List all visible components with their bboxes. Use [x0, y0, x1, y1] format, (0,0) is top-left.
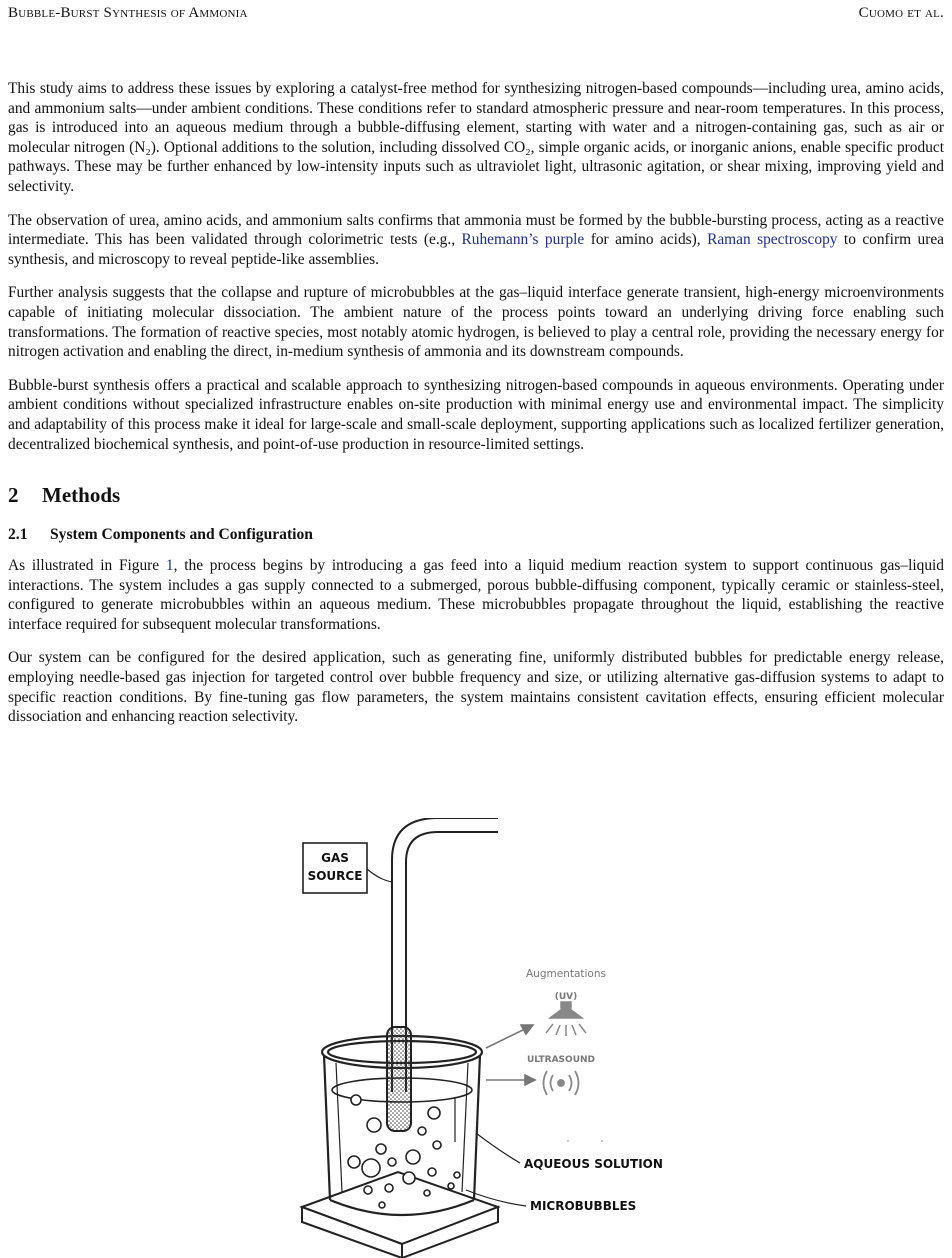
bubble	[418, 1127, 426, 1135]
bubble	[428, 1168, 436, 1176]
paragraph-configuration: Our system can be configured for the desired application, such as generating fine, uniformly distributed bubbles for predictable energy release, employing needle-based gas injection for targeted control over bubble frequency and size, or utilizing alternative gas-diffusion systems to adapt to specific reaction conditions. By fine-tuning gas flow parameters, the system maintains consistent cavitation effects, ensuring efficient molecular dissociation and enhancing reaction selectivity.	[8, 649, 944, 726]
bubble	[348, 1156, 360, 1168]
microbubbles-label: MICROBUBBLES	[530, 1199, 637, 1213]
header-title: Bubble-Burst Synthesis of Ammonia	[8, 4, 248, 21]
paragraph-text: The observation of urea, amino acids, and ammonium salts confirms that ammonia must be formed by the bubble-bursting process, acting as a reactive intermediate. This has been validated through colorimetric tests (e.g.,	[8, 211, 944, 249]
figure-1-link[interactable]: 1	[165, 557, 174, 575]
paragraph-intro: This study aims to address these issues by exploring a catalyst-free method for synthesizing nitrogen-based compounds—including urea, amino acids, and ammonium salts—under ambient conditions. These conditions refer to standard atmospheric pressure and near-room temperatures. In this process, gas is introduced into an aqueous medium through a bubble-diffusing element, starting with water and a nitrogen-containing gas, such as air or molecular nitrogen (N₂). Optional additions to the solution, including dissolved CO₂, simple organic acids, or inorganic anions, enable specific product pathways. These may be further enhanced by low-intensity inputs such as ultraviolet light, ultrasonic agitation, or shear mixing, improving yield and selectivity.	[8, 80, 944, 195]
gas-source-label-2: SOURCE	[307, 869, 363, 883]
bubble	[367, 1118, 381, 1132]
bubble	[406, 1150, 420, 1164]
paragraph-applications: Bubble-burst synthesis offers a practical and scalable approach to synthesizing nitrogen-based compounds in aqueous environments. Operating under ambient conditions without specialized infrastructure enables on-site production with minimal energy use and environmental impact. The simplicity and adaptability of this process make it ideal for large-scale and small-scale deployment, supporting applications such as localized fertilizer generation, decentralized biochemical synthesis, and point-of-use production in resource-limited settings.	[8, 376, 944, 453]
aqueous-leader	[476, 1133, 520, 1163]
ruhemann-link[interactable]: Ruhemann’s purple	[461, 231, 585, 249]
main-content	[8, 79, 944, 741]
paragraph-analysis: Further analysis suggests that the collapse and rupture of microbubbles at the gas–liquid interface generate transient, high-energy microenvironments capable of initiating molecular dissociation. The ambient nature of the process points toward an underlying driving force enabling such transformations. The formation of reactive species, most notably atomic hydrogen, is believed to play a central role, providing the necessary energy for nitrogen activation and enabling the direct, in-medium synthesis of ammonia and its downstream compounds.	[8, 284, 944, 361]
bubble	[448, 1183, 454, 1189]
paragraph-text: , the process begins by introducing a gas feed into a liquid medium reaction system to support continuous gas–liquid interactions. The system includes a gas supply connected to a submerged, porous bubble-diffusing component, typically ceramic or stainless-steel, configured to generate microbubbles within an aqueous medium. These microbubbles propagate throughout the liquid, establishing the reactive interface required for subsequent molecular transformations.	[8, 557, 944, 633]
bubble	[454, 1172, 460, 1178]
bubble	[376, 1144, 386, 1154]
paragraph-text: for amino acids),	[584, 231, 708, 249]
subsection-title: System Components and Configuration	[50, 526, 313, 544]
section-number: 2	[8, 483, 19, 508]
gas-source-label-1: GAS	[321, 851, 349, 865]
bubble	[362, 1159, 380, 1177]
augmentations-label: Augmentations	[526, 968, 606, 980]
bubble	[428, 1107, 440, 1119]
uv-label: (UV)	[554, 992, 578, 1002]
bubble	[424, 1190, 430, 1196]
bubble	[433, 1141, 441, 1149]
section-heading-methods	[8, 478, 944, 512]
subsection-number: 2.1	[8, 526, 28, 544]
porous-diffuser	[387, 1027, 411, 1131]
bubble	[351, 1095, 361, 1105]
aqueous-solution-label: AQUEOUS SOLUTION	[524, 1157, 663, 1171]
bubble	[379, 1202, 385, 1208]
bubble	[364, 1186, 372, 1194]
paragraph-text: As illustrated in Figure	[8, 557, 166, 575]
bubble	[385, 1184, 393, 1192]
stray-dot	[601, 1140, 603, 1142]
header-authors: Cuomo et al.	[858, 4, 944, 21]
bubble	[388, 1158, 396, 1166]
section-title: Methods	[42, 483, 121, 508]
bubble	[403, 1172, 415, 1184]
ultrasound-icon	[544, 1071, 579, 1095]
paragraph-validation	[8, 211, 944, 270]
paragraph-system	[8, 556, 944, 634]
stray-dot	[567, 1140, 569, 1142]
uv-lamp-icon	[546, 1002, 586, 1036]
figure-1-diagram	[0, 818, 952, 1258]
running-header	[8, 0, 944, 26]
gas-source-leader	[367, 869, 392, 882]
subsection-heading	[8, 526, 944, 544]
paragraph-text: to confirm urea synthesis, and microscopy to reveal peptide-like assemblies.	[8, 231, 944, 268]
raman-link[interactable]: Raman spectroscopy	[707, 231, 838, 249]
ultrasound-label: ULTRASOUND	[526, 1055, 596, 1065]
